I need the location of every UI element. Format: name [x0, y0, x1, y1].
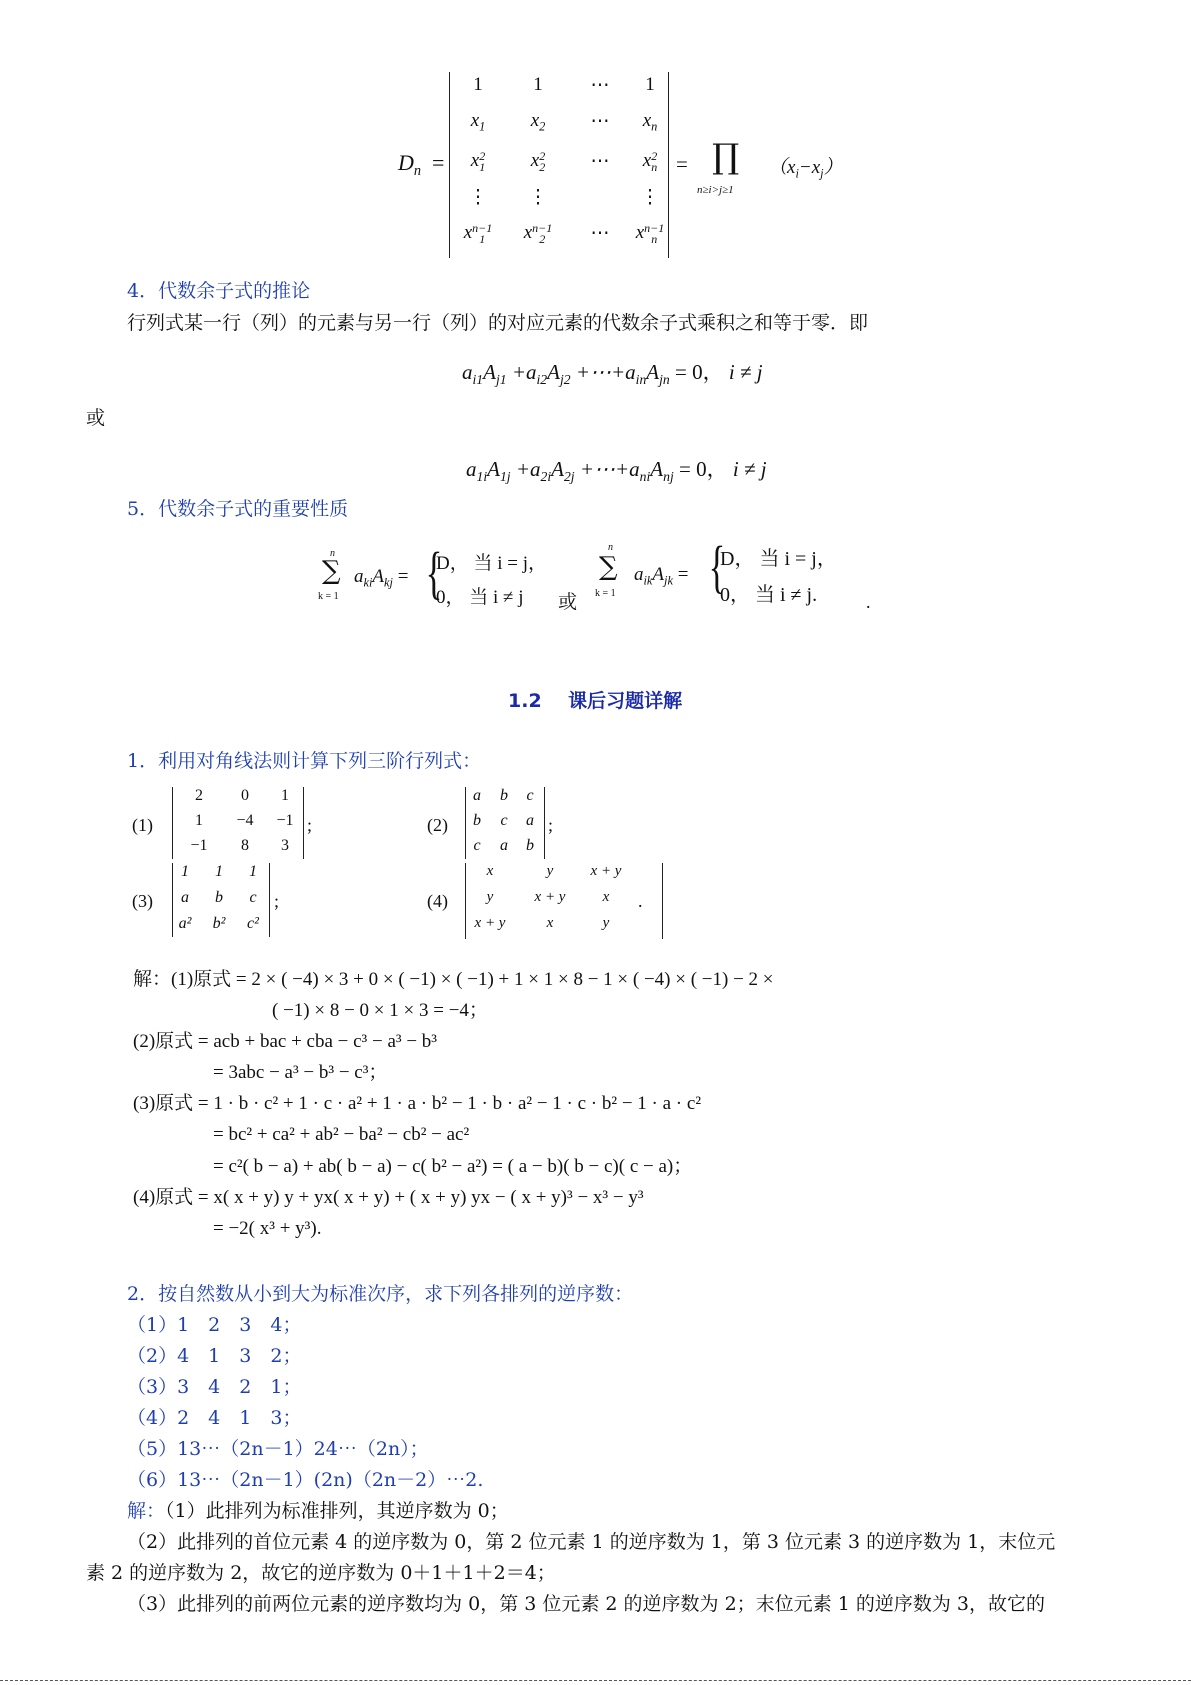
term-a-sub: ik — [643, 573, 653, 588]
product-term — [768, 152, 843, 181]
term-minus-x: −x — [798, 157, 821, 178]
vandermonde-eq: = — [676, 152, 688, 176]
vandermonde-cell: ⋮ — [640, 187, 660, 208]
m1-cell: −1 — [276, 812, 294, 829]
heading-title: 课后习题详解 — [568, 690, 683, 712]
vandermonde-cell: ⋯ — [590, 223, 610, 244]
m4-cell: y — [602, 915, 610, 931]
heading-number: 1.2 — [508, 690, 542, 712]
m1-label: (1) — [132, 815, 153, 835]
or-text: 或 — [86, 407, 106, 429]
section4-title: 4．代数余子式的推论 — [127, 280, 311, 302]
problem2-title: 2．按自然数从小到大为标准次序，求下列各排列的逆序数： — [127, 1283, 634, 1305]
matrix-3 — [172, 863, 270, 937]
vandermonde-cell: ⋮ — [468, 187, 488, 208]
list-item: （1）1 2 3 4； — [127, 1314, 302, 1336]
term-x: （x — [768, 157, 796, 178]
sum-term: $a_{ki}A_{kj}$ = — [354, 566, 409, 590]
m4-cell: x — [602, 889, 610, 905]
vandermonde-cell: ⋯ — [590, 75, 610, 96]
term-a-sub: ki — [363, 575, 373, 590]
m1-cell: 8 — [241, 837, 249, 854]
m1-cell: 1 — [195, 812, 203, 829]
solution-text: （1）此排列为标准排列，其逆序数为 0； — [165, 1500, 509, 1522]
m2-cell: a — [473, 787, 481, 804]
brace-left: { — [425, 540, 443, 605]
m1-cell: −1 — [190, 837, 208, 854]
m3-cell: 1 — [249, 863, 257, 880]
case2: 0， 当 i ≠ j. — [720, 584, 818, 606]
sum-top: n — [608, 542, 613, 553]
matrix-2 — [465, 787, 545, 859]
m2-cell: c — [526, 787, 534, 804]
solution-label: 解： — [127, 1500, 166, 1522]
page-bottom-rule — [0, 1680, 1191, 1681]
case2: 0， 当 i ≠ j — [436, 587, 524, 608]
m1-cell: 0 — [241, 787, 249, 804]
case1: D， 当 i = j， — [436, 553, 547, 574]
vandermonde-cell: 1 — [473, 74, 483, 95]
m1-cell: 3 — [281, 837, 289, 854]
list-item: （4）2 4 1 3； — [127, 1407, 302, 1429]
case1: D， 当 i = j， — [720, 548, 837, 570]
m1-cell: 2 — [195, 787, 203, 804]
or-text-2: 或 — [558, 591, 578, 613]
sum-bottom: k = 1 — [318, 591, 339, 602]
vandermonde-cell: x 2 n — [642, 148, 658, 174]
list-item: （5）13⋯（2n－1）24⋯（2n）； — [127, 1438, 429, 1460]
problem1-title: 1．利用对角线法则计算下列三阶行列式： — [127, 750, 482, 772]
m3-cell: a² — [178, 915, 192, 932]
vandermonde-cell: x n−1 1 — [463, 220, 493, 246]
sum-symbol: ∑ — [599, 552, 618, 582]
term-A: A — [372, 566, 385, 587]
sum-symbol: ∑ — [322, 556, 341, 586]
m2-cell: b — [473, 812, 481, 829]
matrix-4 — [465, 863, 663, 939]
problem2-solution-2a: （2）此排列的首位元素 4 的逆序数为 0，第 2 位元素 1 的逆序数为 1，第 3 位元素 3 的逆序数为 1，末位元 — [127, 1531, 1056, 1553]
problem2-solution-2b: 素 2 的逆序数为 2，故它的逆序数为 0＋1＋1＋2＝4； — [86, 1562, 556, 1584]
section4-formula1: $a_{i1}A_{j1} +a_{i2}A_{j2}$ $+\cdots+a_{in}A_{jn} = 0$， i ≠ j — [462, 360, 763, 387]
m1-cell: −4 — [236, 812, 254, 829]
vandermonde-cell: ⋯ — [590, 111, 610, 132]
term-a: a — [634, 564, 644, 585]
term-A-sub: jk — [664, 573, 673, 588]
m2-end: ; — [548, 815, 554, 835]
m4-cell: x — [546, 915, 554, 931]
vandermonde-cell: 1 — [645, 74, 655, 95]
problem2-solution-1 — [127, 1499, 509, 1523]
section4-text: 行列式某一行（列）的元素与另一行（列）的对应元素的代数余子式乘积之和等于零．即 — [127, 312, 869, 334]
m2-cell: c — [500, 812, 508, 829]
section4-formula2: $a_{1i}A_{1j} +a_{2i}A_{2j}$ $+\cdots+a_{ni}A_{nj} = 0$， i ≠ j — [466, 457, 767, 484]
sum-top: n — [330, 548, 335, 559]
m1-end: ; — [307, 815, 313, 835]
lhs-sub: n — [413, 163, 422, 179]
trailing-dot: . — [866, 592, 871, 612]
brace-right: { — [708, 534, 726, 599]
m4-cell: x + y — [590, 863, 622, 879]
vandermonde-matrix — [449, 72, 669, 258]
matrix-1 — [172, 787, 304, 859]
lhs-symbol: D — [398, 150, 414, 175]
solution-line: (4)原式 = x( x + y) y + yx( x + y) + ( x + y) yx − ( x + y)³ − x³ − y³ — [133, 1187, 644, 1208]
list-item: （6）13⋯（2n－1）(2n)（2n－2）⋯2. — [127, 1469, 484, 1491]
m3-cell: b — [215, 889, 223, 906]
m2-cell: b — [526, 837, 534, 854]
term-a: a — [354, 566, 364, 587]
m2-cell: a — [500, 837, 508, 854]
sum-bottom: k = 1 — [595, 588, 616, 599]
m2-cell: b — [500, 787, 508, 804]
term-A: A — [652, 564, 665, 585]
list-item: （2）4 1 3 2； — [127, 1345, 302, 1367]
term-j: j — [820, 166, 824, 181]
m1-cell: 1 — [281, 787, 289, 804]
vandermonde-cell: $x_2$ — [530, 110, 546, 134]
vandermonde-cell: $x_1$ — [470, 110, 486, 134]
vandermonde-cell: x 2 1 — [470, 148, 486, 174]
m2-label: (2) — [427, 815, 448, 835]
m4-cell: x — [486, 863, 494, 879]
m4-cell: y — [486, 889, 494, 905]
m3-cell: 1 — [181, 863, 189, 880]
m4-cell: x + y — [474, 915, 506, 931]
vandermonde-cell: x n−1 n — [635, 220, 665, 246]
solution-line: 解：(1)原式 = 2 × ( −4) × 3 + 0 × ( −1) × ( −1) + 1 × 1 × 8 − 1 × ( −4) × ( −1) − 2 × — [133, 969, 774, 990]
solution-line: = −2( x³ + y³). — [213, 1218, 322, 1239]
solution-line: = 3abc − a³ − b³ − c³； — [213, 1062, 388, 1083]
vandermonde-cell: x n−1 2 — [523, 220, 553, 246]
vandermonde-cell: $x_n$ — [642, 110, 658, 134]
m3-label: (3) — [132, 891, 153, 911]
m4-end: . — [638, 891, 643, 911]
m2-cell: a — [526, 812, 534, 829]
solution-line: ( −1) × 8 − 0 × 1 × 3 = −4； — [272, 1000, 488, 1021]
term-A-sub: kj — [384, 575, 393, 590]
term-i: i — [795, 166, 799, 181]
m2-cell: c — [473, 837, 481, 854]
term-close: ） — [823, 157, 843, 178]
list-item: （3）3 4 2 1； — [127, 1376, 302, 1398]
m4-cell: x + y — [534, 889, 566, 905]
m4-label: (4) — [427, 891, 448, 911]
m3-cell: a — [181, 889, 189, 906]
product-symbol: ∏ — [712, 137, 740, 177]
sum-term: $a_{ik}A_{jk}$ = — [634, 564, 689, 588]
product-range: n≥i>j≥1 — [697, 184, 734, 196]
solution-line: = c²( b − a) + ab( b − a) − c( b² − a²) = ( a − b)( b − c)( c − a)； — [213, 1156, 693, 1177]
problem2-solution-3: （3）此排列的前两位元素的逆序数均为 0，第 3 位元素 2 的逆序数为 2；末位元素 1 的逆序数为 3，故它的 — [127, 1593, 1045, 1615]
solution-line: = bc² + ca² + ab² − ba² − cb² − ac² — [213, 1124, 470, 1145]
m3-end: ; — [274, 891, 280, 911]
section-heading — [508, 686, 682, 713]
vandermonde-cell: ⋯ — [590, 151, 610, 172]
m3-cell: c — [249, 889, 257, 906]
vandermonde-cell: x 2 2 — [530, 148, 546, 174]
m4-cell: y — [546, 863, 554, 879]
m3-cell: 1 — [215, 863, 223, 880]
vandermonde-cell: ⋮ — [528, 187, 548, 208]
m3-cell: b² — [212, 915, 226, 932]
solution-line: (2)原式 = acb + bac + cba − c³ − a³ − b³ — [133, 1031, 438, 1052]
solution-line: (3)原式 = 1 · b · c² + 1 · c · a² + 1 · a · b² − 1 · b · a² − 1 · c · b² − 1 · a · c² — [133, 1093, 702, 1114]
vandermonde-lhs: $D_n$ = — [398, 150, 445, 179]
vandermonde-cell: 1 — [533, 74, 543, 95]
m3-cell: c² — [247, 915, 259, 932]
section5-title: 5．代数余子式的重要性质 — [127, 498, 349, 520]
